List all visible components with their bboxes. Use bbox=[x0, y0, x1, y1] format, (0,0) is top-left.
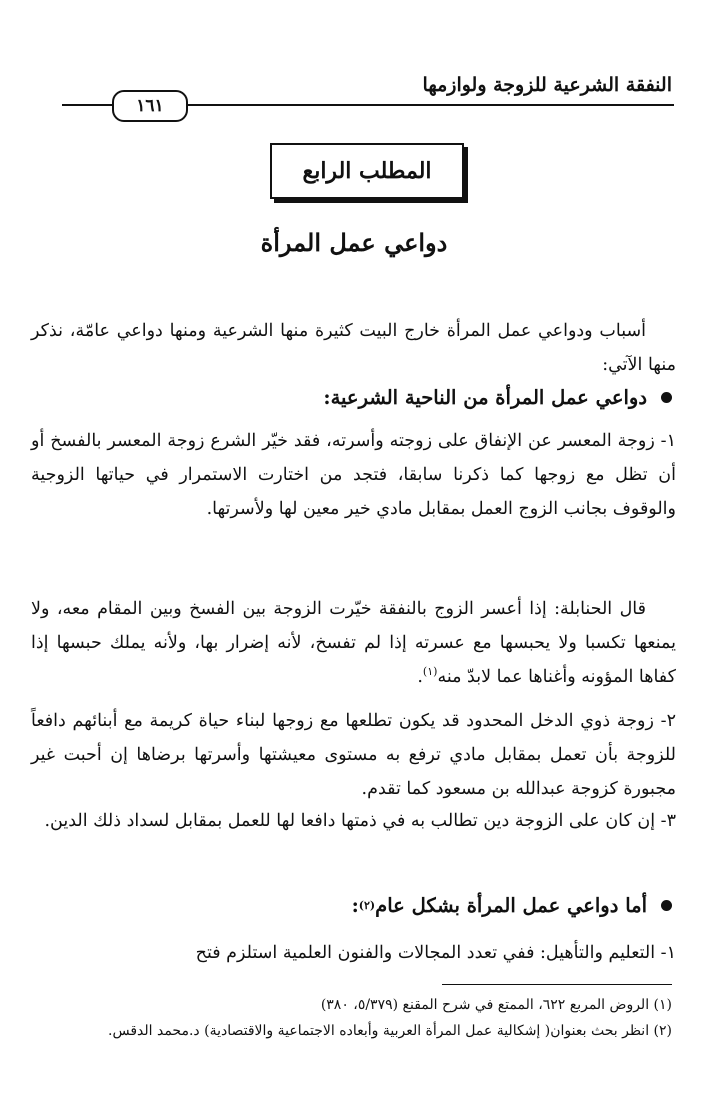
paragraph-3: ٢- زوجة ذوي الدخل المحدود قد يكون تطلعها مع زوجها لبناء حياة كريمة مع أبنائهم دافعاً للزوجة بأن تعمل بمقابل مادي ترفع به مستوى معيشتها وأسرتها برضاها إن أحبت غير مجبورة كزوجة عبدالله بن مسعود كما تقدم. bbox=[31, 711, 676, 799]
footnote-2: (٢) انظر بحث بعنوان( إشكالية عمل المرأة العربية وأبعاده الاجتماعية والاقتصادية) د.محمد الدقس. bbox=[108, 1023, 672, 1039]
footnote-1: (١) الروض المربع ٦٢٢، الممتع في شرح المقنع (٥/٣٧٩، ٣٨٠) bbox=[320, 997, 672, 1013]
footnotes bbox=[32, 992, 672, 1044]
footnote-ref-1[interactable]: (١) bbox=[422, 665, 438, 679]
heading-general-reasons: أما دواعي عمل المرأة بشكل عام (٢) : bbox=[352, 894, 672, 917]
heading-general-end: : bbox=[351, 894, 359, 917]
section-title: دواعي عمل المرأة bbox=[260, 228, 448, 257]
page-number: ١٦١ bbox=[112, 90, 188, 122]
bullet-icon bbox=[661, 900, 672, 911]
heading-general-text: أما دواعي عمل المرأة بشكل عام bbox=[375, 894, 647, 917]
paragraph-2-end: . bbox=[417, 667, 423, 687]
paragraph-5: ١- التعليم والتأهيل: ففي تعدد المجالات والفنون العلمية استلزم فتح bbox=[195, 943, 676, 963]
heading-sharia-text: دواعي عمل المرأة من الناحية الشرعية: bbox=[323, 386, 647, 409]
bullet-icon bbox=[661, 392, 672, 403]
running-title: النفقة الشرعية للزوجة ولوازمها bbox=[422, 74, 672, 96]
intro-paragraph: أسباب ودواعي عمل المرأة خارج البيت كثيرة منها الشرعية ومنها دواعي عامّة، نذكر منها الآتي: bbox=[31, 321, 676, 375]
section-label-box bbox=[270, 143, 464, 199]
paragraph-4: ٣- إن كان على الزوجة دين تطالب به في ذمتها دافعا لها للعمل بمقابل لسداد ذلك الدين. bbox=[44, 811, 676, 831]
heading-sharia-reasons bbox=[323, 386, 672, 409]
section-label: المطلب الرابع bbox=[302, 158, 432, 184]
paragraph-1: ١- زوجة المعسر عن الإنفاق على زوجته وأسرته، فقد خيّر الشرع زوجة المعسر بالفسخ أو أن تظل مع زوجها كما ذكرنا سابقا، فتجد من اختارت الاستمرار في حياتها الزوجية والوقوف بجانب الزوج العمل بمقابل مادي خير معين لها ولأسرتها. bbox=[31, 431, 676, 519]
footnote-divider bbox=[442, 984, 672, 985]
paragraph-2-text: قال الحنابلة: إذا أعسر الزوج بالنفقة خيّرت الزوجة بين الفسخ وبين المقام معه، ولا يمنعها تكسبا ولا يحبسها مع عسرته إذا لم تفسخ، لأنه إضرار بها، ولأنه يملك حبسها إذا كفاها المؤونه وأغناها عما لابدّ منه bbox=[31, 599, 676, 687]
paragraph-2 bbox=[31, 592, 676, 694]
